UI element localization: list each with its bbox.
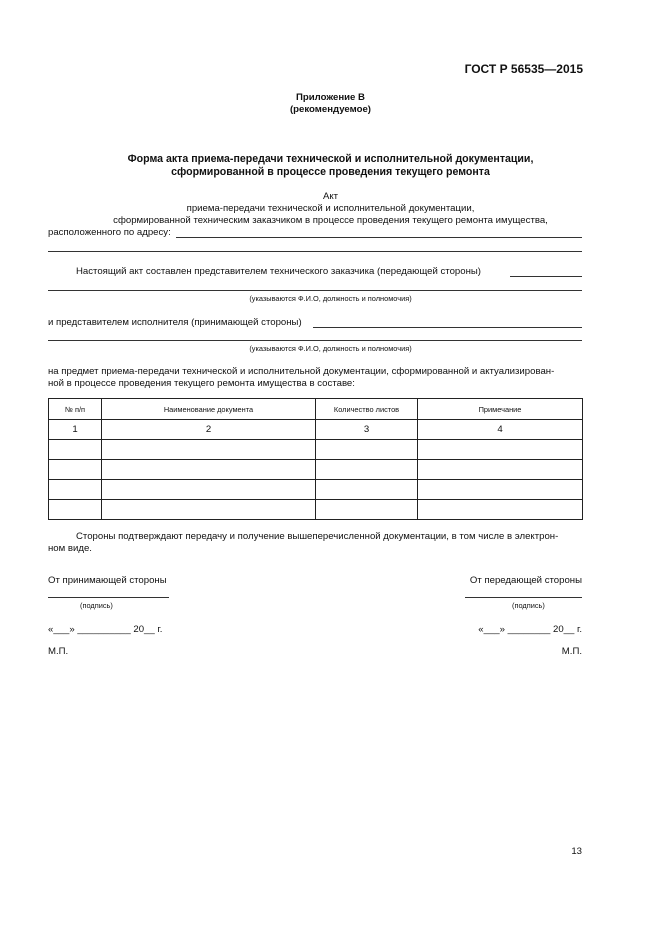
hint-fio-2: (указываются Ф.И.О, должность и полномочия) bbox=[249, 344, 412, 353]
col-number-4: 4 bbox=[418, 420, 583, 440]
col-header-sheet-count: Количество листов bbox=[316, 399, 418, 420]
customer-rep-line-2 bbox=[48, 290, 582, 291]
confirmation-line1: Стороны подтверждают передачу и получение вышеперечисленной документации, в том числе в электрон- bbox=[76, 531, 559, 542]
table-header-row bbox=[49, 399, 583, 420]
table-row bbox=[49, 440, 583, 460]
hint-fio-1: (указываются Ф.И.О, должность и полномочия) bbox=[249, 294, 412, 303]
table-cell[interactable] bbox=[49, 500, 102, 520]
table-cell[interactable] bbox=[418, 460, 583, 480]
transferring-date: «___» ________ 20__ г. bbox=[478, 624, 582, 635]
receiving-party-label: От принимающей стороны bbox=[48, 575, 167, 586]
table-row bbox=[49, 480, 583, 500]
standard-number: ГОСТ Р 56535—2015 bbox=[464, 62, 583, 76]
table-cell[interactable] bbox=[102, 480, 316, 500]
subject-line1: на предмет приема-передачи технической и исполнительной документации, сформированной и актуализирован- bbox=[48, 366, 555, 377]
receiving-stamp: М.П. bbox=[48, 646, 69, 657]
table-cell[interactable] bbox=[102, 500, 316, 520]
act-line2: сформированной техническим заказчиком в процессе проведения текущего ремонта имущества, bbox=[113, 215, 548, 226]
transferring-signature-hint: (подпись) bbox=[512, 601, 545, 610]
documents-table bbox=[48, 398, 583, 520]
table-cell[interactable] bbox=[102, 440, 316, 460]
appendix-title: Приложение В bbox=[296, 92, 365, 103]
table-cell[interactable] bbox=[316, 440, 418, 460]
table-row bbox=[49, 500, 583, 520]
customer-rep-text: Настоящий акт составлен представителем технического заказчика (передающей стороны) bbox=[76, 266, 481, 277]
confirmation-line2: ном виде. bbox=[48, 543, 92, 554]
col-header-note: Примечание bbox=[418, 399, 583, 420]
transferring-party-label: От передающей стороны bbox=[469, 575, 582, 586]
col-number-3: 3 bbox=[316, 420, 418, 440]
col-header-document-name: Наименование документа bbox=[102, 399, 316, 420]
address-label: расположенного по адресу: bbox=[48, 227, 171, 238]
table-cell[interactable] bbox=[418, 500, 583, 520]
act-title: Акт bbox=[322, 191, 339, 202]
contractor-rep-text: и представителем исполнителя (принимающей стороны) bbox=[48, 317, 302, 328]
receiving-signature-line bbox=[48, 597, 169, 598]
table-cell[interactable] bbox=[316, 460, 418, 480]
table-row bbox=[49, 460, 583, 480]
contractor-rep-line bbox=[313, 327, 582, 328]
col-number-1: 1 bbox=[49, 420, 102, 440]
receiving-signature-hint: (подпись) bbox=[80, 601, 113, 610]
table-number-row bbox=[49, 420, 583, 440]
page-number: 13 bbox=[571, 846, 582, 857]
transferring-signature-line bbox=[465, 597, 582, 598]
table-cell[interactable] bbox=[316, 500, 418, 520]
table-cell[interactable] bbox=[418, 480, 583, 500]
transferring-stamp: М.П. bbox=[561, 646, 582, 657]
table-cell[interactable] bbox=[418, 440, 583, 460]
table-cell[interactable] bbox=[316, 480, 418, 500]
receiving-date: «___» __________ 20__ г. bbox=[48, 624, 163, 635]
table-cell[interactable] bbox=[49, 460, 102, 480]
form-title-line1: Форма акта приема-передачи технической и исполнительной документации, bbox=[127, 153, 534, 165]
col-number-2: 2 bbox=[102, 420, 316, 440]
col-header-number: № п/п bbox=[49, 399, 102, 420]
address-line-2 bbox=[48, 251, 582, 252]
customer-rep-line bbox=[510, 276, 582, 277]
act-line1: приема-передачи технической и исполнительной документации, bbox=[186, 203, 475, 214]
table-cell[interactable] bbox=[49, 480, 102, 500]
form-title-line2: сформированной в процессе проведения текущего ремонта bbox=[171, 166, 490, 178]
contractor-rep-line-2 bbox=[48, 340, 582, 341]
table-cell[interactable] bbox=[102, 460, 316, 480]
appendix-subtitle: (рекомендуемое) bbox=[289, 104, 371, 115]
table-cell[interactable] bbox=[49, 440, 102, 460]
address-line bbox=[176, 237, 582, 238]
subject-line2: ной в процессе проведения текущего ремонта имущества в составе: bbox=[48, 378, 355, 389]
